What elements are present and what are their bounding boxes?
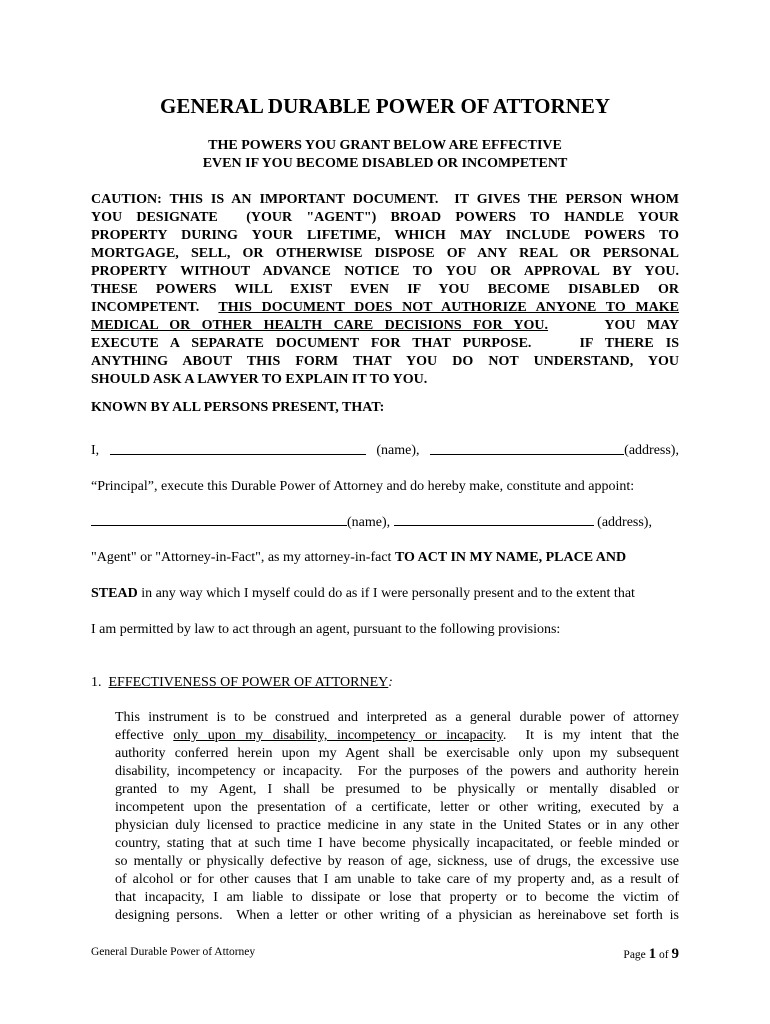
text-segment: granted to my Agent, I shall be presumed to be physically or mentally disabled or [115, 782, 679, 797]
text-line [115, 835, 679, 853]
subtitle-line: THE POWERS YOU GRANT BELOW ARE EFFECTIVE [208, 138, 562, 153]
text-line [115, 745, 679, 763]
agent-text: in any way which I myself could do as if I were personally present and to the extent that [137, 586, 635, 601]
text-segment: country, stating that at such time I have become physically incapacitated, or feeble minded or [115, 836, 679, 851]
text-segment: incompetent upon the presentation of a certificate, letter or other writing, executed by a [115, 800, 679, 815]
text-line [115, 781, 679, 799]
current-page: 1 [648, 946, 657, 962]
name-label: (name), [376, 443, 420, 458]
agent-text-3: I am permitted by law to act through an agent, pursuant to the following provisions: [91, 622, 561, 637]
principal-name-field[interactable] [110, 442, 366, 455]
address-label: (address), [597, 515, 652, 530]
page-footer [91, 946, 679, 963]
section-colon: : [388, 675, 393, 690]
text-segment: that incapacity, I am liable to dissipate or lose that property or to become the victim of [115, 890, 679, 905]
text-line [91, 209, 679, 227]
page-word: Page [623, 949, 646, 961]
text-segment: designing persons. When a letter or other writing of a physician as hereinabove set forth is [115, 908, 679, 923]
address-label: (address), [624, 443, 679, 458]
text-line [91, 317, 679, 335]
known-by-heading: KNOWN BY ALL PERSONS PRESENT, THAT: [91, 400, 385, 415]
text-segment: THESE POWERS WILL EXIST EVEN IF YOU BECOME DISABLED OR [91, 282, 679, 297]
text-segment: physician duly licensed to practice medicine in any state in the United States or in any other [115, 818, 679, 833]
page-number [623, 946, 679, 963]
text-line [91, 371, 679, 389]
text-segment: effective [115, 728, 174, 743]
section-number: 1. [91, 675, 102, 690]
of-word: of [659, 949, 669, 961]
section-title: EFFECTIVENESS OF POWER OF ATTORNEY [108, 675, 389, 690]
text-line [115, 817, 679, 835]
text-line [115, 799, 679, 817]
text-segment: YOU MAY [548, 318, 679, 333]
text-segment: disability, incompetency or incapacity. For the purposes of the powers and authority herein [115, 764, 679, 779]
agent-text-bold: STEAD [91, 586, 138, 601]
text-line [91, 263, 679, 281]
text-line [91, 281, 679, 299]
text-line [115, 853, 679, 871]
text-segment: MORTGAGE, SELL, OR OTHERWISE DISPOSE OF ANY REAL OR PERSONAL [91, 246, 679, 261]
text-segment: YOU DESIGNATE (YOUR "AGENT") BROAD POWERS TO HANDLE YOUR [91, 210, 679, 225]
text-segment: so mentally or physically defective by reason of age, sickness, use of drugs, the excessive use [115, 854, 679, 869]
principal-line [91, 442, 679, 460]
text-segment: PROPERTY WITHOUT ADVANCE NOTICE TO YOU OR APPROVAL BY YOU. [91, 264, 679, 279]
text-line [115, 727, 679, 745]
subtitle [0, 137, 770, 173]
section-1-heading [91, 675, 393, 691]
text-line [91, 299, 679, 317]
agent-address-field[interactable] [394, 513, 594, 526]
text-line [115, 907, 679, 925]
text-segment: SHOULD ASK A LAWYER TO EXPLAIN IT TO YOU. [91, 372, 428, 387]
principal-prefix: I, [91, 443, 100, 458]
name-label: (name), [347, 515, 391, 530]
text-segment: This instrument is to be construed and interpreted as a general durable power of attorney [115, 710, 679, 725]
total-pages: 9 [671, 946, 679, 962]
text-line [91, 353, 679, 371]
agent-text-2 [91, 585, 679, 603]
text-line [91, 227, 679, 245]
agent-line [91, 513, 679, 532]
text-segment: CAUTION: THIS IS AN IMPORTANT DOCUMENT. IT GIVES THE PERSON WHOM [91, 192, 679, 207]
agent-name-field[interactable] [91, 513, 347, 526]
agent-text: "Agent" or "Attorney-in-Fact", as my attorney-in-fact [91, 550, 395, 565]
agent-text-bold: TO ACT IN MY NAME, PLACE AND [394, 550, 627, 565]
agent-text-1 [91, 549, 679, 567]
principal-text: “Principal”, execute this Durable Power of Attorney and do hereby make, constitute and appoint: [91, 479, 635, 494]
text-segment: . It is my intent that the [502, 728, 679, 743]
text-segment: authority conferred herein upon my Agent shall be exercisable only upon my subsequent [115, 746, 679, 761]
text-line [91, 245, 679, 263]
text-segment: PROPERTY DURING YOUR LIFETIME, WHICH MAY INCLUDE POWERS TO [91, 228, 679, 243]
subtitle-line: EVEN IF YOU BECOME DISABLED OR INCOMPETENT [202, 156, 568, 171]
text-line [91, 335, 679, 353]
text-line [115, 889, 679, 907]
footer-title: General Durable Power of Attorney [91, 946, 256, 958]
text-line [115, 763, 679, 781]
underlined-text: MEDICAL OR OTHER HEALTH CARE DECISIONS FOR YOU. [91, 318, 549, 333]
document-title: GENERAL DURABLE POWER OF ATTORNEY [159, 94, 610, 118]
underlined-text: only upon my disability, incompetency or incapacity [173, 728, 503, 743]
underlined-text: THIS DOCUMENT DOES NOT AUTHORIZE ANYONE TO MAKE [218, 300, 680, 315]
text-segment: ANYTHING ABOUT THIS FORM THAT YOU DO NOT UNDERSTAND, YOU [91, 354, 679, 369]
text-line [115, 709, 679, 727]
text-line [115, 871, 679, 889]
text-line [91, 191, 679, 209]
caution-paragraph [91, 191, 679, 389]
text-segment: INCOMPETENT. [91, 300, 219, 315]
section-1-body [115, 709, 679, 925]
principal-address-field[interactable] [430, 442, 624, 455]
text-segment: EXECUTE A SEPARATE DOCUMENT FOR THAT PURPOSE. IF THERE IS [91, 336, 679, 351]
text-segment: of alcohol or for other causes that I am unable to take care of my property and, as a result of [115, 872, 679, 887]
